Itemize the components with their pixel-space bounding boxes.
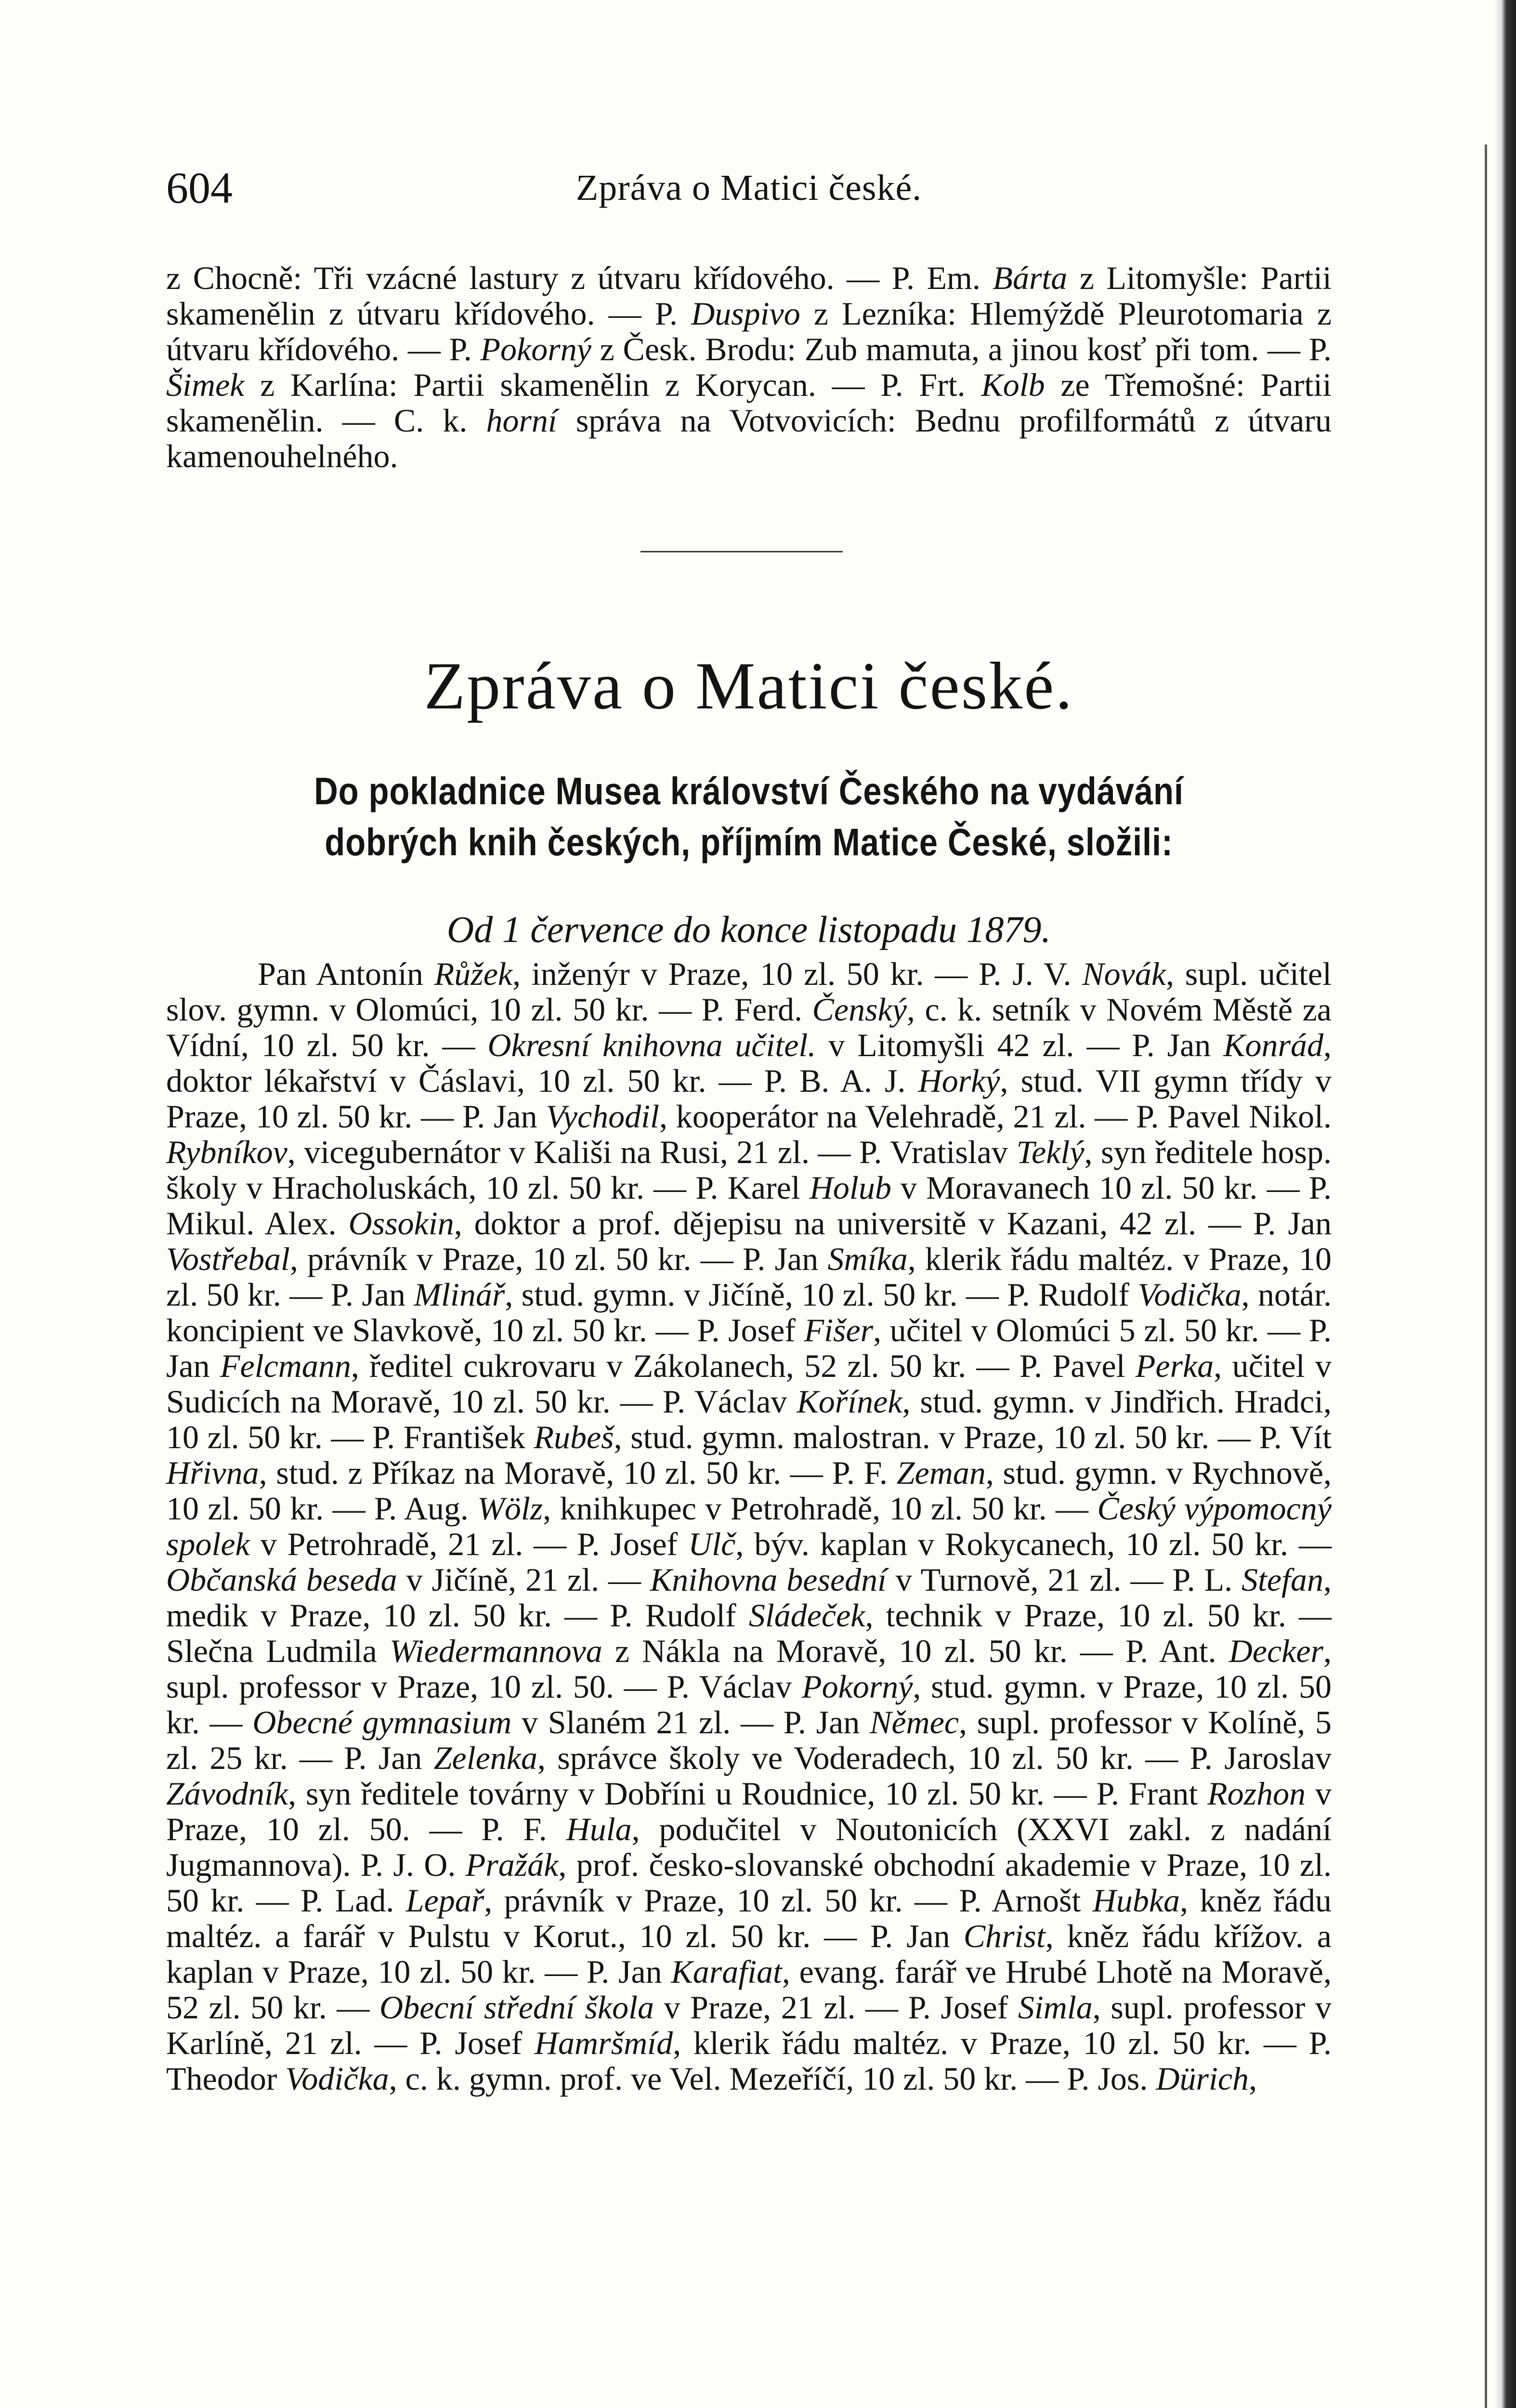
running-head: Zpráva o Matici české. xyxy=(575,168,922,208)
italic-name: Rozhon xyxy=(1207,1775,1306,1812)
donor-text: Pan Antonín Růžek, inženýr v Praze, 10 zl. 50 kr. — P. J. V. Novák, supl. učitel slov. gymn. v Olomúci, 10 zl. 50 kr. — P. Ferd. Čenský, c. k. setník v Novém Městě za Vídní, 10 zl. 50 kr. — Okresní knihovna učitel. v Litomyšli 42 zl. — P. Jan Konrád, doktor lékařství v Čáslavi, 10 zl. 50 kr. — P. B. A. J. Horký, stud. VII gymn třídy v Praze, 10 zl. 50 kr. — P. Jan Vychodil, kooperátor na Velehradě, 21 zl. — P. Pavel Nikol. Rybníkov, vicegubernátor v Kališi na Rusi, 21 zl. — P. Vratislav Teklý, syn ředitele hosp. školy v Hracholuskách, 10 zl. 50 kr. — P. Karel Holub v Moravanech 10 zl. 50 kr. — P. Mikul. Alex. Ossokin, doktor a prof. dějepisu na universitě v Kazani, 42 zl. — P. Jan Vostřebal, právník v Praze, 10 zl. 50 kr. — P. Jan Smíka, klerik řádu maltéz. v Praze, 10 zl. 50 kr. — P. Jan Mlinář, stud. gymn. v Jičíně, 10 zl. 50 kr. — P. Rudolf Vodička, notár. koncipient ve Slavkově, 10 zl. 50 kr. — P. Josef Fišer, učitel v Olomúci 5 zl. 50 kr. — P. Jan Felcmann, ředitel cukrovaru v Zákolanech, 52 zl. 50 kr. — P. Pavel Perka, učitel v Sudicích na Moravě, 10 zl. 50 kr. — P. Václav Kořínek, stud. gymn. v Jindřich. Hradci, 10 zl. 50 kr. — P. František Rubeš, stud. gymn. malostran. v Praze, 10 zl. 50 kr. — P. Vít Hřivna, stud. z Příkaz na Moravě, 10 zl. 50 kr. — P. F. Zeman, stud. gymn. v Rychnově, 10 zl. 50 kr. — P. Aug. Wölz, knihkupec v Petrohradě, 10 zl. 50 kr. — Český výpomocný spolek v Petrohradě, 21 zl. — P. Josef Ulč, býv. kaplan v Rokycanech, 10 zl. 50 kr. — Občanská beseda v Jičíně, 21 zl. — Knihovna besední v Turnově, 21 zl. — P. L. Stefan, medik v Praze, 10 zl. 50 kr. — P. Rudolf Sládeček, technik v Praze, 10 zl. 50 kr. — Slečna Ludmila Wiedermannova z Nákla na Moravě, 10 zl. 50 kr. — P. Ant. Decker, supl. professor v Praze, 10 zl. 50. — P. Václav Pokorný, stud. gymn. v Praze, 10 zl. 50 kr. — Obecné gymnasium v Slaném 21 zl. — P. Jan Němec, supl. professor v Kolíně, 5 zl. 25 kr. — P. Jan Zelenka, správce školy ve Voderadech, 10 zl. 50 kr. — P. Jaroslav Závodník, syn ředitele továrny v Dobříni u Roudnice, 10 zl. 50 kr. — P. Frant Rozhon v Praze, 10 zl. 50. — P. F. Hula, podučitel v Noutonicích (XXVI zakl. z nadání Jugmannova). P. J. O. Pražák, prof. česko-slovanské obchodní akademie v Praze, 10 zl. 50 kr. — P. Lad. Lepař, právník v Praze, 10 zl. 50 kr. — P. Arnošt Hubka, kněz řádu maltéz. a farář v Pulstu v Korut., 10 zl. 50 kr. — P. Jan Christ, kněz řádu křížov. a kaplan v Praze, 10 zl. 50 kr. — P. Jan Karafiat, evang. farář ve Hrubé Lhotě na Moravě, 52 zl. 50 kr. — Obecní střední škola v Praze, 21 zl. — P. Josef Simla, supl. professor v Karlíně, 21 zl. — P. Josef Hamršmíd, klerik řádu maltéz. v Praze, 10 zl. 50 kr. — P. Theodor Vodička, c. k. gymn. prof. ve Vel. Mezeříčí, 10 zl. 50 kr. — P. Jos. Dürich, xyxy=(166,955,1332,2097)
italic-name: Pokorný xyxy=(480,331,591,367)
italic-name: Horký xyxy=(918,1062,1000,1099)
italic-name: Pražák xyxy=(465,1846,559,1883)
italic-name: Christ xyxy=(963,1918,1046,1954)
page-binding-edge xyxy=(1494,0,1516,2408)
section-title: Zpráva o Matici české. xyxy=(424,649,1074,723)
italic-name: Zeman xyxy=(896,1454,986,1491)
italic-name: Duspivo xyxy=(691,295,800,332)
section-divider xyxy=(640,551,843,552)
italic-name: Teklý xyxy=(1016,1134,1085,1170)
italic-name: Vostřebal xyxy=(166,1241,290,1277)
italic-name: horní xyxy=(486,402,557,439)
page-header xyxy=(166,159,1332,217)
italic-name: Vodička xyxy=(285,2060,389,2097)
period-heading: Od 1 července do konce listopadu 1879. xyxy=(446,908,1051,950)
italic-name: Karafiat xyxy=(671,1953,782,1990)
intro-text: z Chocně: Tři vzácné lastury z útvaru křídového. — P. Em. Bárta z Litomyšle: Partii skamenělin z útvaru křídového. — P. Duspivo z Lezníka: Hlemýždě Pleurotomaria z útvaru křídového. — P. Pokorný z Česk. Brodu: Zub mamuta, a jinou kosť při tom. — P. Šimek z Karlína: Partii skamenělin z Korycan. — P. Frt. Kolb ze Třemošné: Partii skamenělin. — C. k. horní správa na Votvovicích: Bednu profilformátů z útvaru kamenouhelného. xyxy=(166,260,1332,474)
italic-name: Decker xyxy=(1228,1633,1323,1669)
binding-shadow-line xyxy=(1485,144,1487,2408)
italic-name: Pokorný xyxy=(802,1668,913,1705)
italic-name: Český výpomocný spolek xyxy=(166,1490,1332,1562)
italic-name: Ulč xyxy=(688,1526,736,1562)
italic-name: Mlinář xyxy=(414,1276,505,1313)
italic-name: Lepař xyxy=(405,1882,484,1919)
italic-name: Závodník xyxy=(166,1775,288,1812)
italic-name: Wiedermannova xyxy=(389,1633,602,1669)
italic-name: Vodička xyxy=(1137,1276,1242,1313)
section-subtitle: Do pokladnice Musea království Českého na vydávání dobrých knih českých, příjmím Matice České, složili: xyxy=(314,770,1184,864)
italic-name: Rubeš xyxy=(534,1419,614,1455)
italic-name: Hula xyxy=(566,1811,632,1847)
italic-name: Ossokin xyxy=(348,1205,454,1242)
italic-name: Kořínek xyxy=(797,1383,902,1420)
italic-name: Kolb xyxy=(981,366,1045,403)
italic-name: Konrád xyxy=(1223,1027,1324,1063)
italic-name: Šimek xyxy=(166,366,245,403)
italic-name: Růžek xyxy=(434,955,513,992)
italic-name: Občanská beseda xyxy=(166,1561,397,1598)
italic-name: Knihovna besední xyxy=(650,1561,887,1598)
italic-name: Stefan xyxy=(1242,1561,1323,1598)
page-number: 604 xyxy=(166,163,233,212)
italic-name: Okresní knihovna učitel. xyxy=(487,1027,816,1063)
italic-name: Bárta xyxy=(993,260,1068,296)
italic-name: Simla xyxy=(1018,1989,1093,2026)
italic-name: Novák xyxy=(1082,955,1166,992)
italic-name: Obecné gymnasium xyxy=(252,1704,512,1741)
italic-name: Němec xyxy=(869,1704,959,1741)
intro-paragraph xyxy=(166,260,1332,474)
italic-name: Zelenka xyxy=(433,1740,537,1776)
donor-list xyxy=(166,956,1332,2096)
italic-name: Čenský xyxy=(812,991,907,1028)
italic-name: Fišer xyxy=(804,1312,874,1348)
italic-name: Holub xyxy=(809,1169,891,1206)
italic-name: Dürich xyxy=(1156,2060,1249,2097)
italic-name: Perka xyxy=(1135,1348,1214,1384)
italic-name: Sládeček xyxy=(748,1597,865,1634)
italic-name: Vychodil xyxy=(546,1098,659,1135)
italic-name: Obecní střední škola xyxy=(379,1989,654,2026)
italic-name: Smíka xyxy=(827,1241,908,1277)
italic-name: Hubka xyxy=(1092,1882,1180,1919)
italic-name: Hřivna xyxy=(166,1454,259,1491)
italic-name: Hamršmíd xyxy=(534,2025,673,2061)
italic-name: Rybníkov xyxy=(166,1134,288,1170)
italic-name: Felcmann xyxy=(220,1348,351,1384)
italic-name: Wölz xyxy=(477,1490,543,1527)
